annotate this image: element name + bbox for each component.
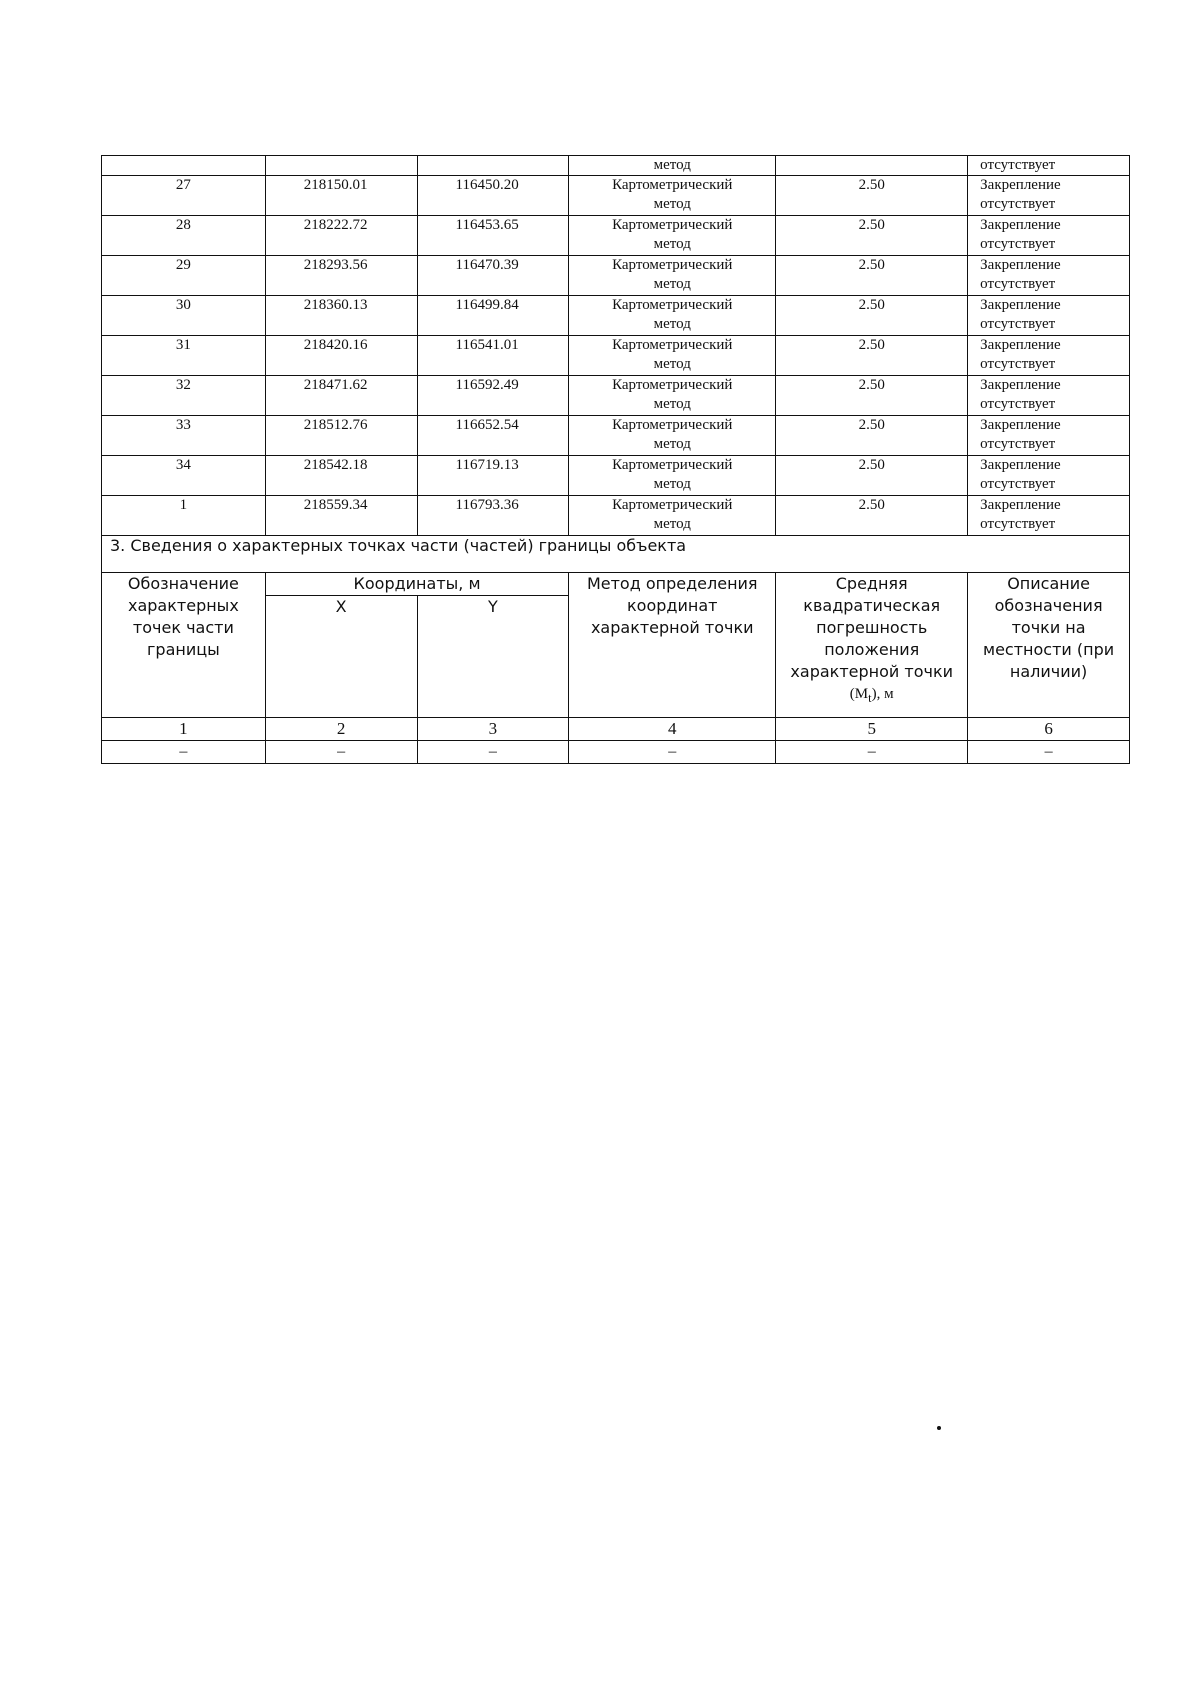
- empty-data-row: [102, 741, 1130, 764]
- cell-x: [265, 376, 417, 416]
- cell-y: [417, 496, 569, 536]
- cell-point-text: 31: [175, 337, 191, 353]
- cell-method: [569, 456, 776, 496]
- cell-point-text: 30: [175, 297, 191, 313]
- table-row: [102, 296, 1130, 336]
- table-row: [102, 496, 1130, 536]
- cell-description-text: отсутствует: [980, 236, 1056, 252]
- header-line: характерных: [128, 596, 239, 615]
- cell-description-text: Закрепление: [980, 497, 1061, 513]
- table-body: [102, 156, 1130, 536]
- cell-y: [417, 416, 569, 456]
- cell-description: [968, 256, 1130, 296]
- cell-point: [102, 416, 266, 456]
- cell-accuracy: [776, 296, 968, 336]
- cell-accuracy: [776, 216, 968, 256]
- table-row: [102, 376, 1130, 416]
- cell-accuracy: [776, 416, 968, 456]
- cell-description-text: отсутствует: [980, 276, 1056, 292]
- cell-method-text: метод: [653, 276, 691, 292]
- header-line: наличии): [1009, 662, 1088, 681]
- unit-prefix: (M: [849, 686, 869, 702]
- dash-cell: –: [968, 741, 1130, 764]
- cell-y-text: 116719.13: [455, 457, 519, 473]
- cell-x: [265, 216, 417, 256]
- cell-method: [569, 416, 776, 456]
- index-cell: 6: [968, 718, 1130, 741]
- cell-method-text: метод: [653, 396, 691, 412]
- cell-point-text: 33: [175, 417, 191, 433]
- cell-point: [102, 256, 266, 296]
- cell-accuracy: [776, 456, 968, 496]
- header-accuracy: [776, 573, 968, 718]
- cell-point: [102, 336, 266, 376]
- cell-method-text: метод: [653, 316, 691, 332]
- cell-description-text: Закрепление: [980, 337, 1061, 353]
- header-line: характерной точки: [790, 662, 953, 681]
- cell-method-text: Картометрический: [612, 417, 733, 433]
- cell-point: [102, 296, 266, 336]
- cell-method-text: Картометрический: [612, 337, 733, 353]
- header-line: границы: [147, 640, 220, 659]
- section3-title: 3. Сведения о характерных точках части (частей) границы объекта: [102, 536, 1130, 573]
- cell-y: [417, 156, 569, 176]
- cell-method: [569, 216, 776, 256]
- table-row: [102, 176, 1130, 216]
- cell-description-text: отсутствует: [980, 316, 1056, 332]
- index-cell: 2: [265, 718, 417, 741]
- cell-accuracy-text: 2.50: [858, 177, 885, 193]
- header-y: Y: [417, 596, 569, 718]
- cell-y: [417, 176, 569, 216]
- header-line: местности (при: [983, 640, 1115, 659]
- section3: [102, 536, 1130, 764]
- cell-point: [102, 176, 266, 216]
- cell-x: [265, 496, 417, 536]
- cell-description-text: отсутствует: [980, 516, 1056, 532]
- cell-accuracy: [776, 156, 968, 176]
- header-line: точек части: [132, 618, 234, 637]
- cell-description: [968, 176, 1130, 216]
- cell-y: [417, 256, 569, 296]
- cell-y-text: 116541.01: [455, 337, 519, 353]
- cell-accuracy-text: 2.50: [858, 457, 885, 473]
- cell-method-text: Картометрический: [612, 217, 733, 233]
- header-unit: [776, 683, 967, 709]
- cell-y-text: 116470.39: [455, 257, 519, 273]
- section3-title-row: [102, 536, 1130, 573]
- cell-description-text: отсутствует: [980, 356, 1056, 372]
- cell-accuracy-text: 2.50: [858, 497, 885, 513]
- cell-description: [968, 216, 1130, 256]
- cell-description-text: Закрепление: [980, 417, 1061, 433]
- cell-method-text: метод: [653, 476, 691, 492]
- cell-point-text: 34: [175, 457, 191, 473]
- cell-y: [417, 376, 569, 416]
- cell-x: [265, 296, 417, 336]
- table-row: [102, 336, 1130, 376]
- cell-description: [968, 296, 1130, 336]
- cell-x-text: 218512.76: [303, 417, 368, 433]
- cell-y: [417, 216, 569, 256]
- cell-point-text: 29: [175, 257, 191, 273]
- cell-x: [265, 256, 417, 296]
- cell-point-text: 1: [179, 497, 188, 513]
- header-line: обозначения: [994, 596, 1103, 615]
- header-description: [968, 573, 1130, 718]
- header-line: Описание: [1007, 574, 1090, 593]
- cell-point: [102, 156, 266, 176]
- cell-method-text: Картометрический: [612, 377, 733, 393]
- cell-y-text: 116793.36: [455, 497, 519, 513]
- cell-x-text: 218222.72: [303, 217, 368, 233]
- cell-description-text: Закрепление: [980, 257, 1061, 273]
- cell-method-text: метод: [653, 516, 691, 532]
- header-coordinates: Координаты, м: [265, 573, 568, 596]
- dash-cell: –: [265, 741, 417, 764]
- cell-point: [102, 216, 266, 256]
- cell-accuracy: [776, 176, 968, 216]
- stray-dot-mark: [937, 1426, 941, 1430]
- dash-cell: –: [776, 741, 968, 764]
- cell-description: [968, 416, 1130, 456]
- cell-description-text: отсутствует: [980, 196, 1056, 212]
- unit-subscript: t: [868, 691, 872, 705]
- dash-cell: –: [417, 741, 569, 764]
- cell-method: [569, 296, 776, 336]
- cell-description-text: Закрепление: [980, 457, 1061, 473]
- cell-point: [102, 496, 266, 536]
- cell-point-text: 27: [175, 177, 191, 193]
- cell-description-text: отсутствует: [980, 476, 1056, 492]
- index-cell: 3: [417, 718, 569, 741]
- table-row: [102, 216, 1130, 256]
- cell-accuracy-text: 2.50: [858, 297, 885, 313]
- header-line: положения: [824, 640, 920, 659]
- header-line: Обозначение: [127, 574, 239, 593]
- cell-description-text: Закрепление: [980, 297, 1061, 313]
- cell-description: отсутствует: [968, 156, 1130, 176]
- cell-y: [417, 456, 569, 496]
- header-line: координат: [627, 596, 718, 615]
- cell-description-text: отсутствует: [980, 436, 1056, 452]
- cell-y-text: 116450.20: [455, 177, 519, 193]
- header-point-designation: [102, 573, 266, 718]
- cell-y-text: 116499.84: [455, 297, 519, 313]
- index-cell: 1: [102, 718, 266, 741]
- cell-description-text: Закрепление: [980, 177, 1061, 193]
- cell-description: [968, 376, 1130, 416]
- dash-cell: –: [569, 741, 776, 764]
- header-line: Метод определения: [586, 574, 758, 593]
- cell-method: [569, 376, 776, 416]
- cell-description-text: Закрепление: [980, 217, 1061, 233]
- cell-method: [569, 336, 776, 376]
- cell-accuracy: [776, 336, 968, 376]
- header-line: Средняя: [835, 574, 908, 593]
- cell-description: [968, 336, 1130, 376]
- cell-method-text: Картометрический: [612, 257, 733, 273]
- table-row-continuation: [102, 156, 1130, 176]
- cell-method: метод: [569, 156, 776, 176]
- cell-method-text: Картометрический: [612, 297, 733, 313]
- cell-x: [265, 176, 417, 216]
- header-method: [569, 573, 776, 718]
- cell-accuracy-text: 2.50: [858, 257, 885, 273]
- index-cell: 5: [776, 718, 968, 741]
- cell-method: [569, 176, 776, 216]
- cell-x-text: 218420.16: [303, 337, 368, 353]
- cell-method-text: Картометрический: [612, 497, 733, 513]
- cell-x-text: 218471.62: [303, 377, 368, 393]
- cell-point: [102, 456, 266, 496]
- cell-accuracy: [776, 496, 968, 536]
- index-cell: 4: [569, 718, 776, 741]
- cell-x-text: 218542.18: [303, 457, 368, 473]
- header-line: погрешность: [816, 618, 928, 637]
- table-row: [102, 256, 1130, 296]
- cell-accuracy-text: 2.50: [858, 377, 885, 393]
- cell-point: [102, 376, 266, 416]
- boundary-points-table: [101, 155, 1130, 764]
- table-row: [102, 416, 1130, 456]
- cell-x-text: 218150.01: [303, 177, 368, 193]
- cell-x-text: 218293.56: [303, 257, 368, 273]
- header-x: X: [265, 596, 417, 718]
- header-line: характерной точки: [590, 618, 754, 637]
- cell-x-text: 218559.34: [303, 497, 368, 513]
- header-line: точки на: [1011, 618, 1086, 637]
- cell-method: [569, 256, 776, 296]
- cell-method-text: метод: [653, 436, 691, 452]
- cell-accuracy-text: 2.50: [858, 417, 885, 433]
- cell-accuracy: [776, 256, 968, 296]
- table-row: [102, 456, 1130, 496]
- cell-x: [265, 416, 417, 456]
- cell-accuracy-text: 2.50: [858, 217, 885, 233]
- column-index-row: [102, 718, 1130, 741]
- cell-x: [265, 336, 417, 376]
- cell-accuracy: [776, 376, 968, 416]
- cell-x: [265, 156, 417, 176]
- cell-point-text: 32: [175, 377, 191, 393]
- cell-method-text: Картометрический: [612, 457, 733, 473]
- cell-y-text: 116652.54: [455, 417, 519, 433]
- header-line: квадратическая: [803, 596, 941, 615]
- cell-point-text: 28: [175, 217, 191, 233]
- cell-method: [569, 496, 776, 536]
- cell-y-text: 116453.65: [455, 217, 519, 233]
- dash-cell: –: [102, 741, 266, 764]
- cell-method-text: метод: [653, 356, 691, 372]
- cell-y: [417, 296, 569, 336]
- cell-method-text: метод: [653, 196, 691, 212]
- cell-description-text: отсутствует: [980, 396, 1056, 412]
- cell-method-text: метод: [653, 236, 691, 252]
- cell-y: [417, 336, 569, 376]
- header-row-top: [102, 573, 1130, 596]
- cell-description: [968, 496, 1130, 536]
- unit-suffix: ), м: [871, 686, 894, 702]
- cell-description-text: Закрепление: [980, 377, 1061, 393]
- cell-accuracy-text: 2.50: [858, 337, 885, 353]
- cell-method-text: Картометрический: [612, 177, 733, 193]
- cell-description: [968, 456, 1130, 496]
- cell-x: [265, 456, 417, 496]
- cell-x-text: 218360.13: [303, 297, 368, 313]
- cell-y-text: 116592.49: [455, 377, 519, 393]
